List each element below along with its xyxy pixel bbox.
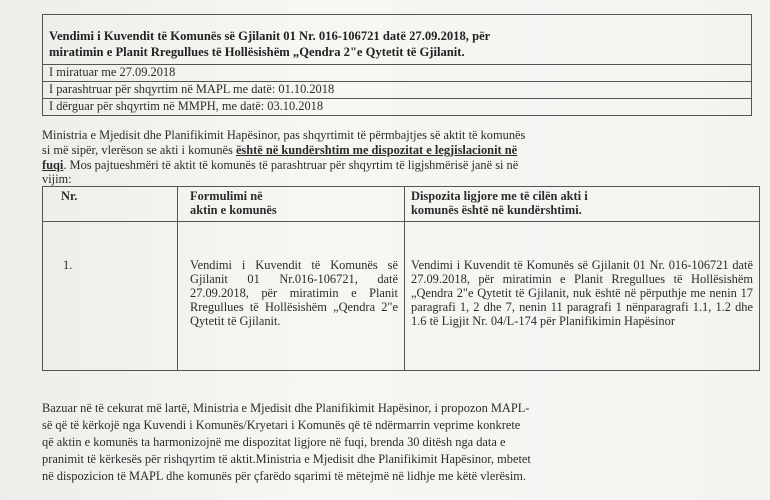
intro-line-2-text: si më sipër, vlerëson se akti i komunës bbox=[42, 143, 236, 157]
act-title-line-2: miratimin e Planit Rregullues të Hollësishëm „Qendra 2"e Qytetit të Gjilanit. bbox=[49, 45, 465, 59]
conclusion-line-1: Bazuar në të cekurat më lartë, Ministria e Mjedisit dhe Planifikimit Hapësinor, i propozon MAPL- bbox=[42, 401, 530, 415]
contradiction-statement: është në kundërshtim me dispozitat e legjislacionit në bbox=[235, 143, 518, 157]
mapl-submission-row: I parashtruar për shqyrtim në MAPL me datë: 01.10.2018 bbox=[43, 81, 751, 98]
mmph-submission-row: I dërguar për shqyrtim në MMPH, me datë: 03.10.2018 bbox=[43, 98, 751, 115]
conclusion-line-5: në dispozicion të MAPL dhe komunës për çfarëdo sqarimi të mëtejmë në lidhje me këtë vlerësim. bbox=[42, 469, 527, 483]
row-legal-provision: Vendimi i Kuvendit të Komunës së Gjilanit 01 Nr. 016-106721 datë 27.09.2018, për miratimin e Planit Rregullues të Hollësishëm „Qendra 2"e Qytetit të Gjilanit, nuk është në përputhje me nenin 17 paragrafi 1, 2 dhe 7, nenin 11 paragrafi 1 nënparagrafi 1.1, 1.2 dhe 1.6 të Ligjit Nr. 04/L-174 për Planifikimin Hapësinor bbox=[405, 222, 760, 371]
header-nr: Nr. bbox=[43, 187, 178, 222]
act-header-box bbox=[42, 14, 752, 116]
intro-line-2 bbox=[42, 142, 517, 158]
intro-line-4: vijim: bbox=[42, 172, 72, 186]
header-legal-provision: Dispozita ligjore me të cilën akti i komunës është në kundërshtimi. bbox=[405, 187, 760, 222]
intro-line-3 bbox=[42, 157, 518, 173]
intro-line-1: Ministria e Mjedisit dhe Planifikimit Hapësinor, pas shqyrtimit të përmbajtjes së aktit të komunës bbox=[42, 128, 526, 142]
conclusion-line-3: që aktin e komunës ta harmonizojnë me dispozitat ligjore në fuqi, brenda 30 ditësh nga data e bbox=[42, 435, 506, 449]
act-title-line-1: Vendimi i Kuvendit të Komunës së Gjilanit 01 Nr. 016-106721 datë 27.09.2018, për bbox=[49, 29, 491, 43]
table-header-row bbox=[43, 187, 760, 222]
table-row bbox=[43, 222, 760, 371]
intro-line-3-text: . Mos pajtueshmëri të aktit të komunës të parashtruar për shqyrtim të ligjshmërisë janë si në bbox=[63, 158, 519, 172]
row-number: 1. bbox=[43, 222, 178, 371]
nonconformity-table bbox=[42, 186, 760, 371]
contradiction-statement-end: fuqi bbox=[42, 158, 64, 172]
approval-date-row: I miratuar me 27.09.2018 bbox=[43, 64, 751, 81]
conclusion-line-2: së që të kërkojë nga Kuvendi i Komunës/Kryetari i Komunës që të ndërmarrin veprime konkrete bbox=[42, 418, 521, 432]
conclusion-line-4: pranimit të kërkesës për rishqyrtim të aktit.Ministria e Mjedisit dhe Planifikimit Hapësinor, mbetet bbox=[42, 452, 531, 466]
header-formulation: Formulimi në aktin e komunës bbox=[178, 187, 405, 222]
act-title bbox=[43, 15, 751, 64]
row-formulation: Vendimi i Kuvendit të Komunës së Gjilanit 01 Nr.016-106721, datë 27.09.2018, për miratimin e Planit Rregullues të Hollësishëm „Qendra 2"e Qytetit të Gjilanit. bbox=[178, 222, 405, 371]
